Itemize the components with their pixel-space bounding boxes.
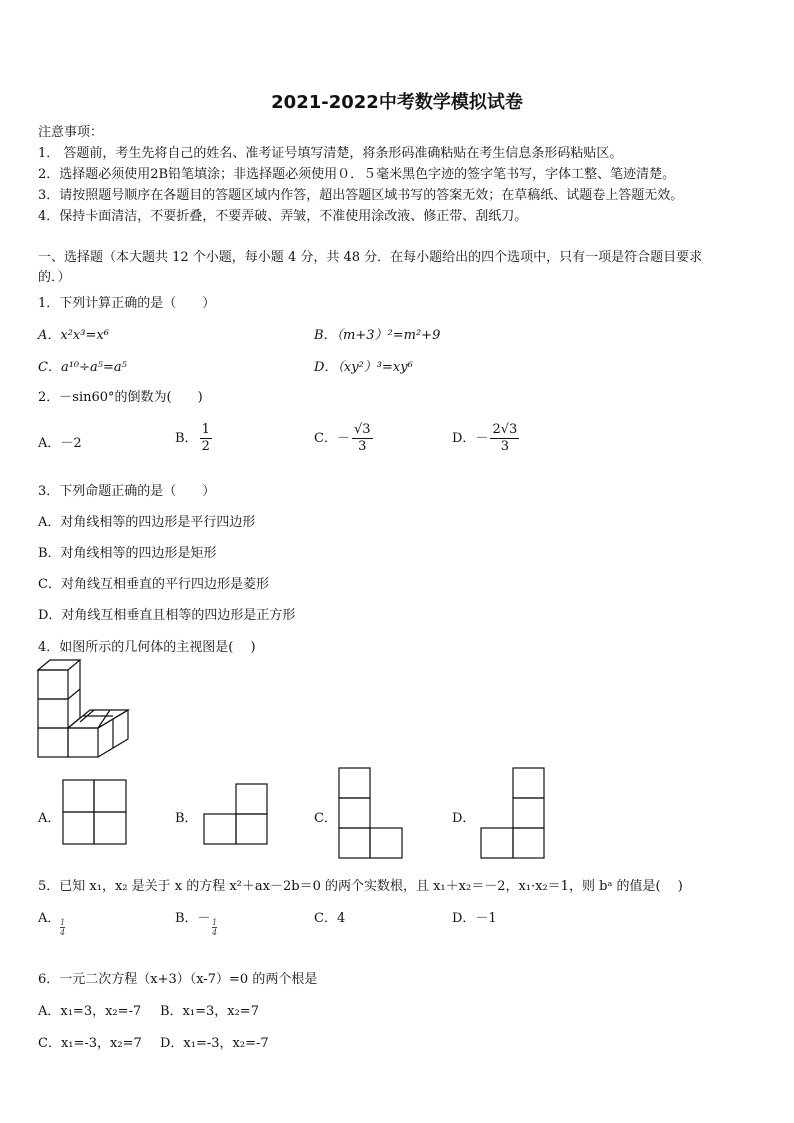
- q3-option-d: D．对角线互相垂直且相等的四边形是正方形: [38, 608, 296, 623]
- question-1-stem: 1．下列计算正确的是（ ）: [38, 296, 216, 311]
- q5-option-d: D．－1: [452, 911, 497, 926]
- q1-option-a: A．x²x³=x⁶: [38, 328, 109, 343]
- q5-option-b-fraction: [212, 918, 217, 937]
- question-5-stem: 5．已知 x₁，x₂ 是关于 x 的方程 x²＋ax－2b＝0 的两个实数根，且 x₁＋x₂＝－2，x₁·x₂＝1，则 bᵃ 的值是( ): [38, 879, 683, 894]
- cube-top: [38, 660, 80, 670]
- q3-option-c: C．对角线互相垂直的平行四边形是菱形: [38, 577, 269, 592]
- cube-top: [68, 710, 128, 728]
- q6-option-a: A．x₁=3，x₂=-7: [38, 1004, 142, 1019]
- cube-edge: [68, 689, 80, 699]
- q2-option-c-label: C．－: [314, 431, 350, 446]
- q5-option-c: C．4: [314, 911, 346, 926]
- q4-option-c: C．: [314, 811, 337, 826]
- notice-item: 2．选择题必须使用2B铅笔填涂；非选择题必须使用０．５毫米黑色字迹的签字笔书写，字体工整、笔迹清楚。: [38, 167, 676, 182]
- q5-option-b: [175, 907, 211, 926]
- q4-option-a-figure: [63, 780, 127, 844]
- question-3-stem: 3．下列命题正确的是（ ）: [38, 484, 216, 499]
- q4-option-d: D．: [452, 811, 476, 826]
- fraction-denominator: 4: [60, 928, 66, 937]
- q2-option-d-fraction: [490, 422, 519, 455]
- q4-option-c-figure: [339, 768, 403, 860]
- q6-option-d: D．x₁=-3，x₂=-7: [160, 1036, 269, 1051]
- q3-option-a: A．对角线相等的四边形是平行四边形: [38, 515, 256, 530]
- q5-option-a-fraction: [60, 918, 65, 937]
- cube-face: [38, 670, 68, 699]
- q2-option-a: A．－2: [38, 436, 82, 451]
- q1-option-d: D．（xy²）³=xy⁶: [314, 360, 413, 375]
- q2-option-b-label: B．: [175, 431, 198, 446]
- cube-edge: [98, 710, 110, 728]
- page-title: 2021-2022中考数学模拟试卷: [271, 92, 523, 113]
- q1-option-c: C．a¹⁰÷a⁵=a⁵: [38, 360, 127, 375]
- q2-option-c: [314, 422, 375, 455]
- notice-heading: 注意事项：: [38, 125, 104, 140]
- q4-option-a: A．: [38, 811, 61, 826]
- question-6-stem: 6．一元二次方程（x+3）（x-7）=0 的两个根是: [38, 972, 318, 987]
- section-heading-cont: 的．）: [38, 270, 71, 285]
- notice-item: 4．保持卡面清洁，不要折叠，不要弄破、弄皱，不准使用涂改液、修正带、刮纸刀。: [38, 209, 528, 224]
- notice-item: 3．请按照题号顺序在各题目的答题区域内作答，超出答题区域书写的答案无效；在草稿纸、试题卷上答题无效。: [38, 188, 684, 203]
- question-4-stem: 4．如图所示的几何体的主视图是( ): [38, 640, 256, 655]
- q4-option-b-figure: [204, 784, 268, 845]
- q4-option-b: B．: [175, 811, 198, 826]
- q5-option-a: [38, 907, 60, 926]
- q5-option-a-label: A．: [38, 911, 61, 926]
- fraction-numerator: 1: [212, 918, 218, 927]
- question-2-stem: 2．－sin60°的倒数为( ): [38, 390, 203, 405]
- q5-option-b-label: B．－: [175, 911, 211, 926]
- q2-option-b-fraction: [200, 422, 212, 455]
- q2-option-d-label: D．－: [452, 431, 489, 446]
- fraction-numerator: 1: [201, 422, 210, 437]
- cube-face: [68, 728, 98, 757]
- fraction-denominator: 3: [500, 439, 509, 454]
- fraction-denominator: 3: [358, 439, 367, 454]
- q6-option-c: C．x₁=-3，x₂=7: [38, 1036, 142, 1051]
- q1-option-b: B．（m+3）²=m²+9: [314, 328, 441, 343]
- section-heading: 一、选择题（本大题共 12 个小题，每小题 4 分，共 48 分．在每小题给出的四个选项中，只有一项是符合题目要求: [38, 250, 703, 265]
- fraction-numerator: 1: [60, 918, 66, 927]
- q4-option-d-figure: [481, 768, 545, 860]
- cube-face: [38, 728, 68, 757]
- fraction-denominator: 4: [212, 928, 218, 937]
- solid-figure: [38, 660, 130, 758]
- cube-face: [38, 699, 68, 728]
- fraction-numerator: √3: [353, 422, 371, 437]
- q2-option-c-fraction: [352, 422, 373, 455]
- q6-option-b: B．x₁=3，x₂=7: [160, 1004, 259, 1019]
- q2-option-d: [452, 422, 521, 455]
- fraction-denominator: 2: [201, 439, 210, 454]
- notice-item: 1． 答题前，考生先将自己的姓名、准考证号填写清楚，将条形码准确粘贴在考生信息条形码粘贴区。: [38, 146, 623, 161]
- fraction-numerator: 2√3: [492, 422, 518, 437]
- q2-option-b: [175, 422, 214, 455]
- q3-option-b: B．对角线相等的四边形是矩形: [38, 546, 217, 561]
